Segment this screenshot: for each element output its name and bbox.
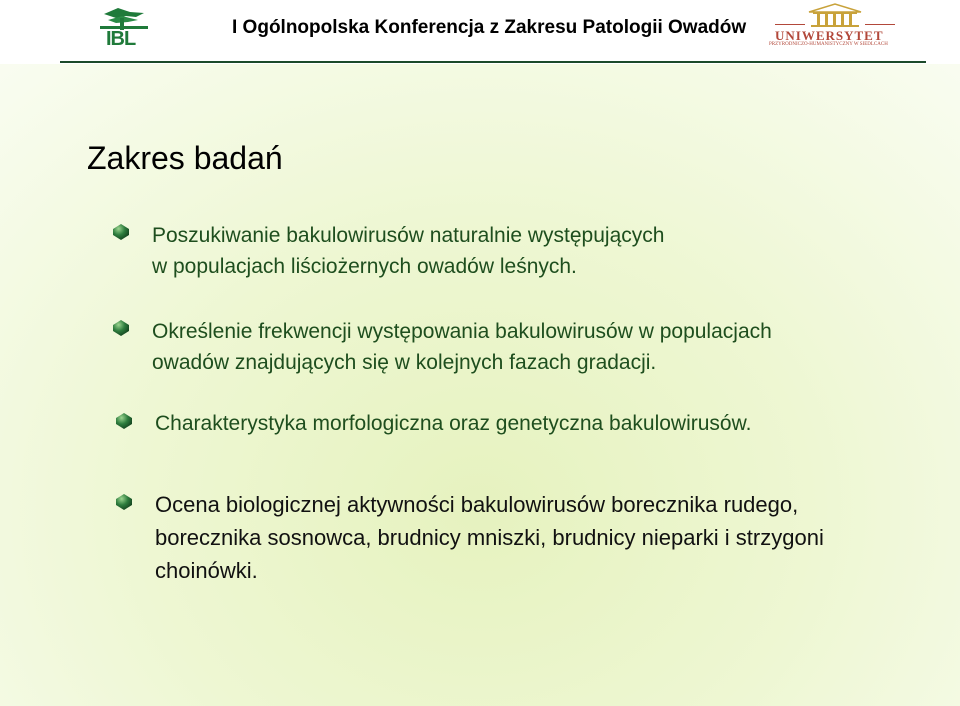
- green-gem-bullet-icon: [113, 410, 135, 432]
- university-wordmark: UNIWERSYTET: [775, 28, 884, 43]
- list-item: [152, 316, 772, 378]
- list-item-line: borecznika sosnowca, brudnicy mniszki, brudnicy nieparki i strzygoni: [155, 525, 824, 550]
- list-item: [155, 488, 824, 587]
- list-item-line: Poszukiwanie bakulowirusów naturalnie występujących: [152, 224, 665, 247]
- list-item: [152, 220, 664, 282]
- list-item-line: Charakterystyka morfologiczna oraz genetyczna bakulowirusów.: [155, 412, 752, 435]
- university-subline: PRZYRODNICZO-HUMANISTYCZNY W SIEDLCACH: [769, 42, 888, 47]
- list-item-line: owadów znajdujących się w kolejnych fazach gradacji.: [152, 351, 657, 374]
- university-building-logo-icon: [765, 2, 905, 30]
- green-gem-bullet-icon: [110, 317, 132, 339]
- list-item-line: choinówki.: [155, 558, 258, 583]
- list-item: [155, 408, 751, 439]
- header-divider: [60, 61, 926, 63]
- green-gem-bullet-icon: [110, 221, 132, 243]
- slide-title: Zakres badań: [87, 140, 283, 176]
- green-gem-bullet-icon: [113, 491, 135, 513]
- ibl-logo: [96, 4, 152, 50]
- header-bar: [0, 0, 960, 64]
- list-item-line: Ocena biologicznej aktywności bakulowirusów borecznika rudego,: [155, 492, 799, 517]
- ibl-logo-text: IBL: [106, 28, 136, 50]
- conference-title: I Ogólnopolska Konferencja z Zakresu Patologii Owadów: [232, 17, 747, 38]
- list-item-line: Określenie frekwencji występowania bakulowirusów w populacjach: [152, 320, 772, 343]
- university-logo: [765, 2, 905, 50]
- list-item-line: w populacjach liściożernych owadów leśnych.: [152, 255, 577, 278]
